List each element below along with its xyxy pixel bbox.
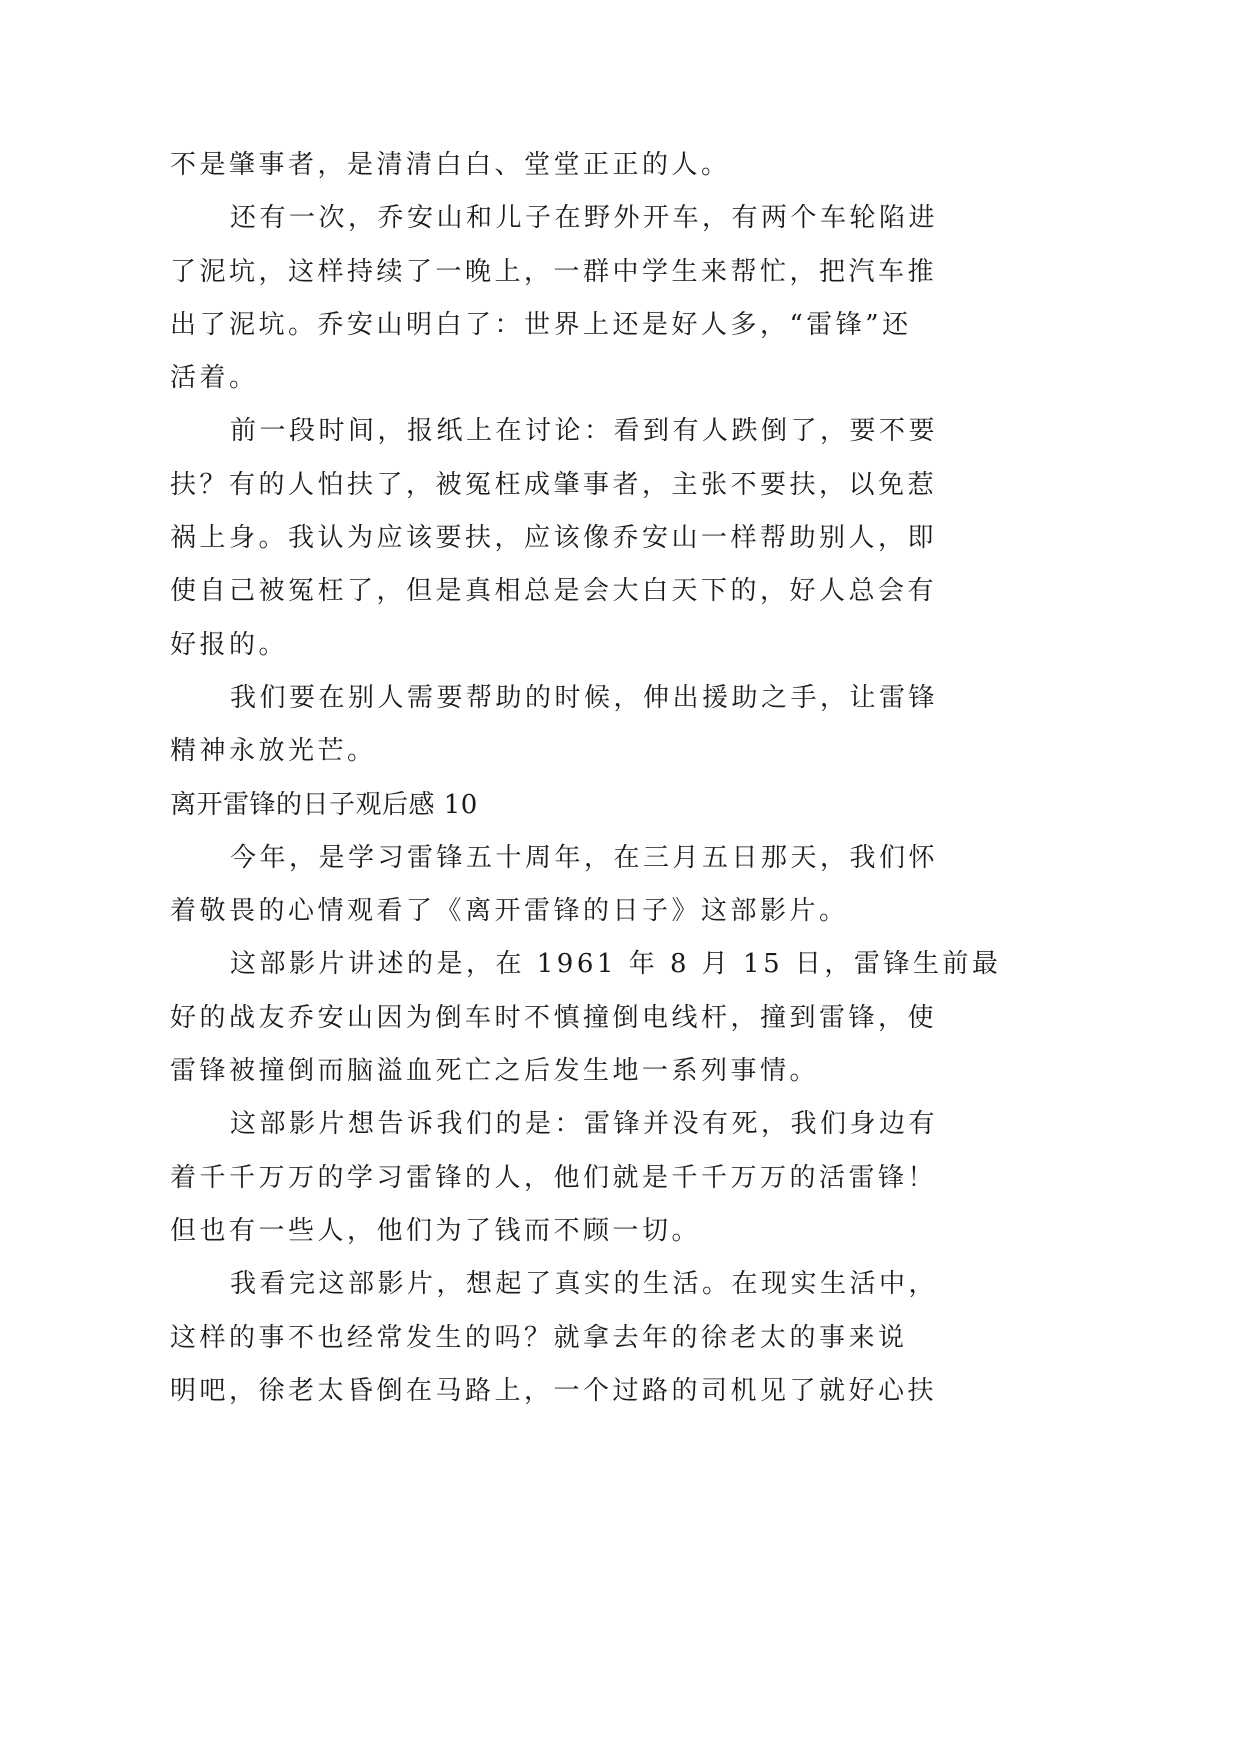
text-line: 雷锋被撞倒而脑溢血死亡之后发生地一系列事情。 <box>170 1056 820 1087</box>
section-heading: 离开雷锋的日子观后感 10 <box>170 789 478 820</box>
text-line: 着千千万万的学习雷锋的人，他们就是千千万万的活雷锋！ <box>170 1162 938 1193</box>
text-line: 使自己被冤枉了，但是真相总是会大白天下的，好人总会有 <box>170 576 938 607</box>
paragraph-first-line: 这部影片讲述的是，在 1961 年 8 月 15 日，雷锋生前最 <box>230 949 1002 980</box>
text-line: 精神永放光芒。 <box>170 736 377 767</box>
paragraph-first-line: 我们要在别人需要帮助的时候，伸出援助之手，让雷锋 <box>230 682 939 713</box>
text-line: 好的战友乔安山因为倒车时不慎撞倒电线杆，撞到雷锋，使 <box>170 1002 938 1033</box>
paragraph-first-line: 还有一次，乔安山和儿子在野外开车，有两个车轮陷进 <box>230 203 939 234</box>
document-body <box>170 139 1002 1418</box>
text-line: 明吧，徐老太昏倒在马路上，一个过路的司机见了就好心扶 <box>170 1375 938 1406</box>
text-line: 着敬畏的心情观看了《离开雷锋的日子》这部影片。 <box>170 896 849 927</box>
text-line: 了泥坑，这样持续了一晚上，一群中学生来帮忙，把汽车推 <box>170 256 938 287</box>
text-line: 好报的。 <box>170 629 289 660</box>
paragraph-first-line: 这部影片想告诉我们的是：雷锋并没有死，我们身边有 <box>230 1109 939 1140</box>
paragraph-first-line: 前一段时间，报纸上在讨论：看到有人跌倒了，要不要 <box>230 416 939 447</box>
text-line: 但也有一些人，他们为了钱而不顾一切。 <box>170 1215 702 1246</box>
text-line: 这样的事不也经常发生的吗？就拿去年的徐老太的事来说 <box>170 1322 908 1353</box>
paragraph-first-line: 我看完这部影片，想起了真实的生活。在现实生活中， <box>230 1269 939 1300</box>
paragraph-first-line: 今年，是学习雷锋五十周年，在三月五日那天，我们怀 <box>230 842 939 873</box>
text-line: 祸上身。我认为应该要扶，应该像乔安山一样帮助别人，即 <box>170 523 938 554</box>
text-line: 出了泥坑。乔安山明白了：世界上还是好人多，“雷锋”还 <box>170 309 912 340</box>
text-line: 不是肇事者，是清清白白、堂堂正正的人。 <box>170 150 731 180</box>
text-line: 活着。 <box>170 363 259 394</box>
text-line: 扶？有的人怕扶了，被冤枉成肇事者，主张不要扶，以免惹 <box>170 469 938 500</box>
